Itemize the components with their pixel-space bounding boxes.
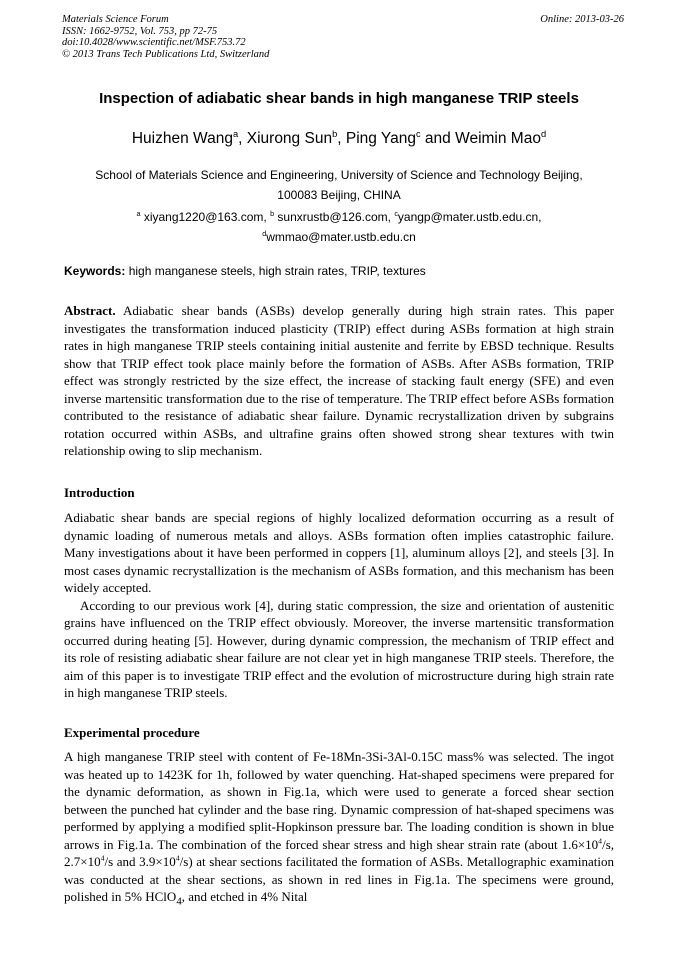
- superscript: 4: [175, 853, 180, 863]
- keywords-label: Keywords:: [64, 264, 126, 278]
- email-b[interactable]: sunxrustb@126.com,: [274, 210, 395, 224]
- text-run: /s and 3.9×10: [104, 854, 176, 869]
- abstract: [64, 302, 614, 460]
- author-sup: d: [540, 128, 547, 139]
- email-line: [60, 207, 618, 227]
- experimental-heading: Experimental procedure: [64, 725, 200, 740]
- superscript: 4: [598, 836, 603, 846]
- experimental-paragraph: [64, 748, 614, 911]
- affiliation-line: School of Materials Science and Engineering, University of Science and Technology Beijing,: [95, 168, 583, 182]
- affiliation: [70, 165, 608, 205]
- email-a[interactable]: xiyang1220@163.com,: [140, 210, 271, 224]
- keywords: [64, 264, 624, 278]
- introduction-paragraph: According to our previous work [4], during static compression, the size and orientation of austenitic grains have influenced on the TRIP effect obviously. Moreover, the inverse martensitic transformation occurred during heating [5]. However, during dynamic compression, the mechanism of TRIP effect and its role of resisting adiabatic shear failure are not clear yet in high manganese TRIP steels. Therefore, the aim of this paper is to investigate TRIP effect and the evolution of microstructure during high strain rate in high manganese TRIP steels.: [64, 597, 614, 700]
- text-run: , and etched in 4% Nital: [181, 889, 308, 904]
- affiliation-line: 100083 Beijing, CHINA: [277, 188, 401, 202]
- keywords-text: high manganese steels, high strain rates, TRIP, textures: [125, 264, 426, 278]
- journal-name: Materials Science Forum: [62, 14, 169, 25]
- introduction-heading: Introduction: [64, 485, 135, 500]
- journal-header: [62, 14, 269, 60]
- author-sup: b: [332, 128, 338, 139]
- email-sup: d: [262, 229, 267, 238]
- email-line: [60, 227, 618, 247]
- online-date: Online: 2013-03-26: [540, 14, 624, 25]
- email-block: [60, 207, 618, 247]
- superscript: 4: [100, 853, 105, 863]
- author-name: Weimin Mao: [455, 130, 541, 147]
- author-sup: c: [415, 128, 421, 139]
- author-name: Ping Yang: [345, 130, 416, 147]
- text-run: A high manganese TRIP steel with content of Fe-18Mn-3Si-3Al-0.15C mass% was selected. The ingot was heated up to 1423K for 1h, followed by water quenching. Hat-shaped specimens were prepared for the dynamic deformation, as shown in Fig.1a, which were used to generate a forced shear section between the punched hat cylinder and the base ring. Dynamic compression of hat-shaped specimens was performed by applying a modified split-Hopkinson pressure bar. The loading condition is shown in blue arrows in Fig.1a. The combination of the forced shear stress and high shear strain rate (about 1.6×10: [64, 749, 614, 852]
- doi-line: doi:10.4028/www.scientific.net/MSF.753.72: [62, 37, 246, 49]
- author-sep: and: [420, 130, 456, 147]
- author-sup: a: [232, 128, 239, 139]
- abstract-text: Adiabatic shear bands (ASBs) develop generally during high strain rates. This paper investigates the transformation induced plasticity (TRIP) effect during ASBs formation at high strain rates in high manganese TRIP steels containing initial austenite and ferrite by EBSD technique. Results show that TRIP effect took place mainly before the formation of ASBs. After ASBs formation, TRIP effect was strongly restricted by the size effect, the increase of stacking fault energy (SFE) and even inverse martensitic transformation due to the rise of temperature. The TRIP effect before ASBs formation contributed to the resistance of adiabatic shear failure. Dynamic recrystallization driven by subgrains rotation occurred within ASBs, and ultrafine grains often showed strong shear textures with twin relationship owing to slip mechanism.: [64, 303, 614, 458]
- email-sup: c: [394, 209, 398, 218]
- copyright-line: © 2013 Trans Tech Publications Ltd, Switzerland: [62, 48, 270, 60]
- introduction-paragraph: Adiabatic shear bands are special regions of highly localized deformation occurring as a result of dynamic loading of numerous metals and alloys. ASBs formation often implies catastrophic failure. Many investigations about it have been performed in coppers [1], aluminum alloys [2], and steels [3]. In most cases dynamic recrystallization is the mechanism of ASBs formation, and this mechanism has been widely accepted.: [64, 510, 614, 595]
- email-c[interactable]: yangp@mater.ustb.edu.cn,: [397, 210, 542, 224]
- author-sep: ,: [337, 130, 346, 147]
- email-sup: a: [136, 209, 141, 218]
- email-sup: b: [270, 209, 275, 218]
- issn-line: ISSN: 1662-9752, Vol. 753, pp 72-75: [62, 25, 218, 37]
- text-run: /s) at shear sections facilitated the formation of ASBs. Metallographic examination was conducted at the shear sections, as shown in red lines in Fig.1a. The specimens were ground, polished in 5% HClO: [64, 854, 614, 904]
- author-sep: ,: [238, 130, 247, 147]
- paper-title: Inspection of adiabatic shear bands in high manganese TRIP steels: [99, 90, 579, 107]
- email-d[interactable]: wmmao@mater.ustb.edu.cn: [266, 230, 416, 244]
- author-list: [0, 130, 678, 148]
- abstract-label: Abstract.: [64, 303, 116, 318]
- author-name: Huizhen Wang: [131, 130, 233, 147]
- subscript: 4: [176, 895, 182, 908]
- author-name: Xiurong Sun: [246, 130, 333, 147]
- text-run: /s, 2.7×10: [64, 836, 614, 869]
- introduction-body: [64, 509, 614, 702]
